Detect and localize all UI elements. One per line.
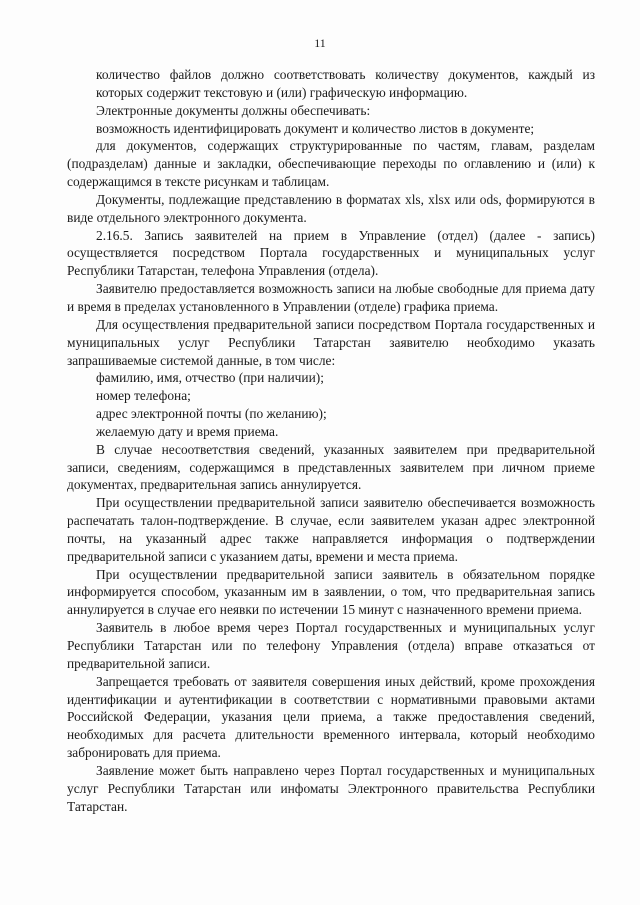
list-item-full-name: фамилию, имя, отчество (при наличии); xyxy=(96,370,324,386)
paragraph-mismatch-cancel: В случае несоответствия сведений, указанных заявителем при предварительной записи, сведениям, содержащимся в представленных заявителем при личном приеме документах, предварительная запись аннулируется. xyxy=(67,441,595,493)
document-body xyxy=(67,66,595,815)
paragraph-2-16-5-appointment: 2.16.5. Запись заявителей на прием в Управление (отдел) (далее - запись) осуществляется посредством Портала государственных и муниципальных услуг Республики Татарстан, телефона Управления (отдела). xyxy=(67,227,595,279)
list-item-phone: номер телефона; xyxy=(96,388,191,404)
paragraph-submission-channels: Заявление может быть направлено через Портал государственных и муниципальных услуг Республики Татарстан или инфоматы Электронного правительства Республики Татарстан. xyxy=(67,762,595,814)
paragraph-file-count: количество файлов должно соответствовать количеству документов, каждый из которых содержит текстовую и (или) графическую информацию. xyxy=(96,67,595,100)
paragraph-no-show-cancel: При осуществлении предварительной записи заявитель в обязательном порядке информируется способом, указанным им в заявлении, о том, что предварительная запись аннулируется в случае его неявки по истечении 15 минут с назначенного времени приема. xyxy=(67,566,595,618)
list-item-email: адрес электронной почты (по желанию); xyxy=(96,406,327,422)
paragraph-free-slots: Заявителю предоставляется возможность записи на любые свободные для приема дату и время в пределах установленного в Управлении (отделе) графика приема. xyxy=(67,281,595,314)
paragraph-structured-docs: для документов, содержащих структурированные по частям, главам, разделам (подразделам) данные и закладки, обеспечивающие переходы по оглавлению и (или) к содержащимся в тексте рисункам и таблицам. xyxy=(67,138,595,190)
paragraph-portal-data-required: Для осуществления предварительной записи посредством Портала государственных и муниципальных услуг Республики Татарстан заявителю необходимо указать запрашиваемые системой данные, в том числе: xyxy=(67,316,595,368)
paragraph-spreadsheet-formats: Документы, подлежащие представлению в форматах xls, xlsx или ods, формируются в виде отдельного электронного документа. xyxy=(67,191,595,225)
list-item-date-time: желаемую дату и время приема. xyxy=(96,423,279,439)
paragraph-decline-appointment: Заявитель в любое время через Портал государственных и муниципальных услуг Республики Татарстан или по телефону Управления (отдела) вправе отказаться от предварительной записи. xyxy=(67,620,595,671)
paragraph-prohibited-requirements: Запрещается требовать от заявителя совершения иных действий, кроме прохождения идентификации и аутентификации в соответствии с нормативными правовыми актами Российской Федерации, указания цели приема, а также предоставления сведений, необходимых для расчета длительности временного интервала, который необходимо забронировать для приема. xyxy=(67,673,595,761)
paragraph-electronic-docs-intro: Электронные документы должны обеспечивать: xyxy=(96,102,371,118)
page-number: 11 xyxy=(314,36,326,50)
paragraph-identify-document: возможность идентифицировать документ и количество листов в документе; xyxy=(96,120,535,136)
paragraph-print-ticket: При осуществлении предварительной записи заявителю обеспечивается возможность распечатать талон-подтверждение. В случае, если заявителем указан адрес электронной почты, на указанный адрес также направляется информация о подтверждении предварительной записи с указанием даты, времени и места приема. xyxy=(67,495,595,564)
